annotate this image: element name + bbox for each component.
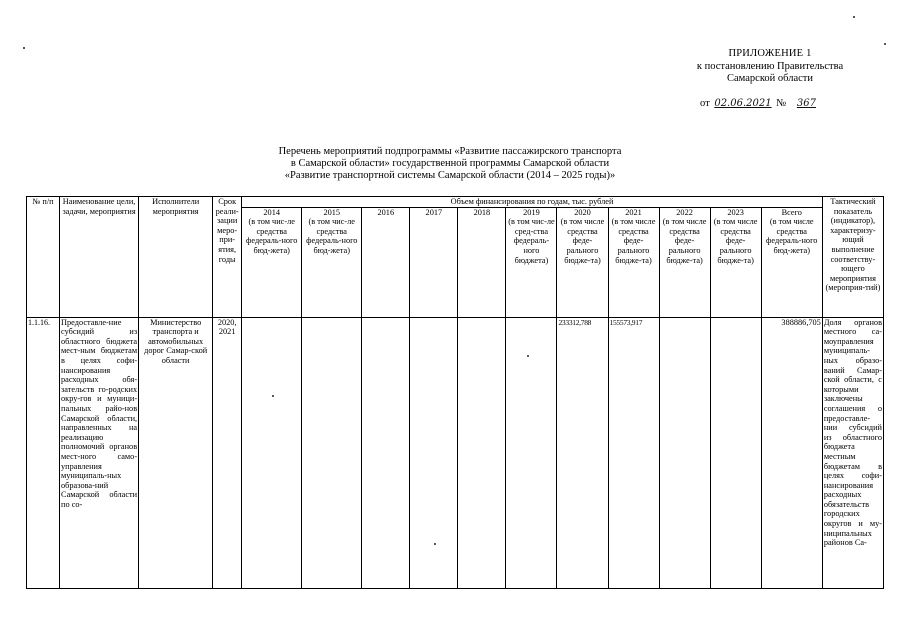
row-executor: Министерство транспорта и автомобильных дорог Самар-ской области xyxy=(139,317,213,588)
from-label: от xyxy=(700,98,710,109)
header-total: Всего (в том числе средства федераль-ного бюд-жета) xyxy=(761,207,822,317)
row-measure-name: Предоставле-ние субсидий из областного бюджета мест-ным бюджетам в целях софи-нансирования расходных обя-зательств го-родских окру-гов и муници-пальных райо-нов Самарской области, направленных на реализацию полномочий органов мест-ного само-управления муниципаль-ных образова-ний Самарской области по со- xyxy=(60,317,139,588)
cell-2014 xyxy=(242,317,302,588)
row-indicator: Доля органов местного са-моуправления муниципаль-ных образо-ваний Самар-ской области, с которыми заключены соглашения о предоставле-нии субсидий из областного бюджета местным бюджетам в целях софи-нансирования расходных обязательств городских округов и му-ниципальных районов Са- xyxy=(822,317,883,588)
table-row xyxy=(27,317,884,588)
scan-speck xyxy=(884,43,886,45)
header-funding: Объем финансирования по годам, тыс. рублей xyxy=(242,197,823,208)
cell-2019 xyxy=(506,317,557,588)
cell-2021: 155573,917 xyxy=(608,317,659,588)
header-year-2019: 2019 (в том чис-ле сред-ства федераль-ного бюджета) xyxy=(506,207,557,317)
header-year-2017: 2017 xyxy=(410,207,458,317)
handwritten-number: 367 xyxy=(796,98,816,109)
header-name: Наименование цели, задачи, мероприятия xyxy=(60,197,139,318)
header-term: Срок реали-зации меро-при-ятия, годы xyxy=(213,197,242,318)
measures-table xyxy=(26,196,884,589)
header-year-2023: 2023 (в том числе средства феде-рального бюдже-та) xyxy=(710,207,761,317)
header-year-2022: 2022 (в том числе средства феде-рального бюдже-та) xyxy=(659,207,710,317)
cell-2022 xyxy=(659,317,710,588)
cell-2018 xyxy=(458,317,506,588)
row-term: 2020, 2021 xyxy=(213,317,242,588)
scan-speck xyxy=(853,16,855,18)
handwritten-date: 02.06.2021 xyxy=(714,98,772,109)
cell-2017 xyxy=(410,317,458,588)
header-year-2021: 2021 (в том числе средства феде-рального бюдже-та) xyxy=(608,207,659,317)
header-year-2020: 2020 (в том числе средства феде-рального бюдже-та) xyxy=(557,207,608,317)
header-indicator: Тактический показатель (индикатор), характеризу-ющий выполнение соответству-ющего мероприятия (мероприя-тий) xyxy=(822,197,883,318)
document-title-line-1: Перечень мероприятий подпрограммы «Развитие пассажирского транспорта xyxy=(278,146,622,157)
appendix-line-region: Самарской области xyxy=(727,73,813,84)
header-year-2014: 2014 (в том чис-ле средства федераль-ного бюд-жета) xyxy=(242,207,302,317)
appendix-title: ПРИЛОЖЕНИЕ 1 xyxy=(728,48,812,59)
header-year-2015: 2015 (в том чис-ле средства федераль-ного бюд-жета) xyxy=(302,207,362,317)
cell-total: 388886,705 xyxy=(761,317,822,588)
cell-2020: 233312,788 xyxy=(557,317,608,588)
cell-2015 xyxy=(302,317,362,588)
scan-speck xyxy=(23,47,25,49)
cell-2016 xyxy=(362,317,410,588)
document-title xyxy=(230,146,670,182)
number-label: № xyxy=(776,98,787,109)
appendix-header xyxy=(640,48,900,86)
document-title-line-3: «Развитие транспортной системы Самарской области (2014 – 2025 годы)» xyxy=(284,170,616,181)
cell-2023 xyxy=(710,317,761,588)
document-title-line-2: в Самарской области» государственной программы Самарской области xyxy=(290,158,610,169)
header-year-2018: 2018 xyxy=(458,207,506,317)
row-number: 1.1.16. xyxy=(27,317,60,588)
header-year-2016: 2016 xyxy=(362,207,410,317)
header-num: № п/п xyxy=(27,197,60,318)
appendix-line-resolution: к постановлению Правительства xyxy=(696,60,844,72)
header-executors: Исполнители мероприятия xyxy=(139,197,213,318)
appendix-date-number xyxy=(700,98,826,109)
